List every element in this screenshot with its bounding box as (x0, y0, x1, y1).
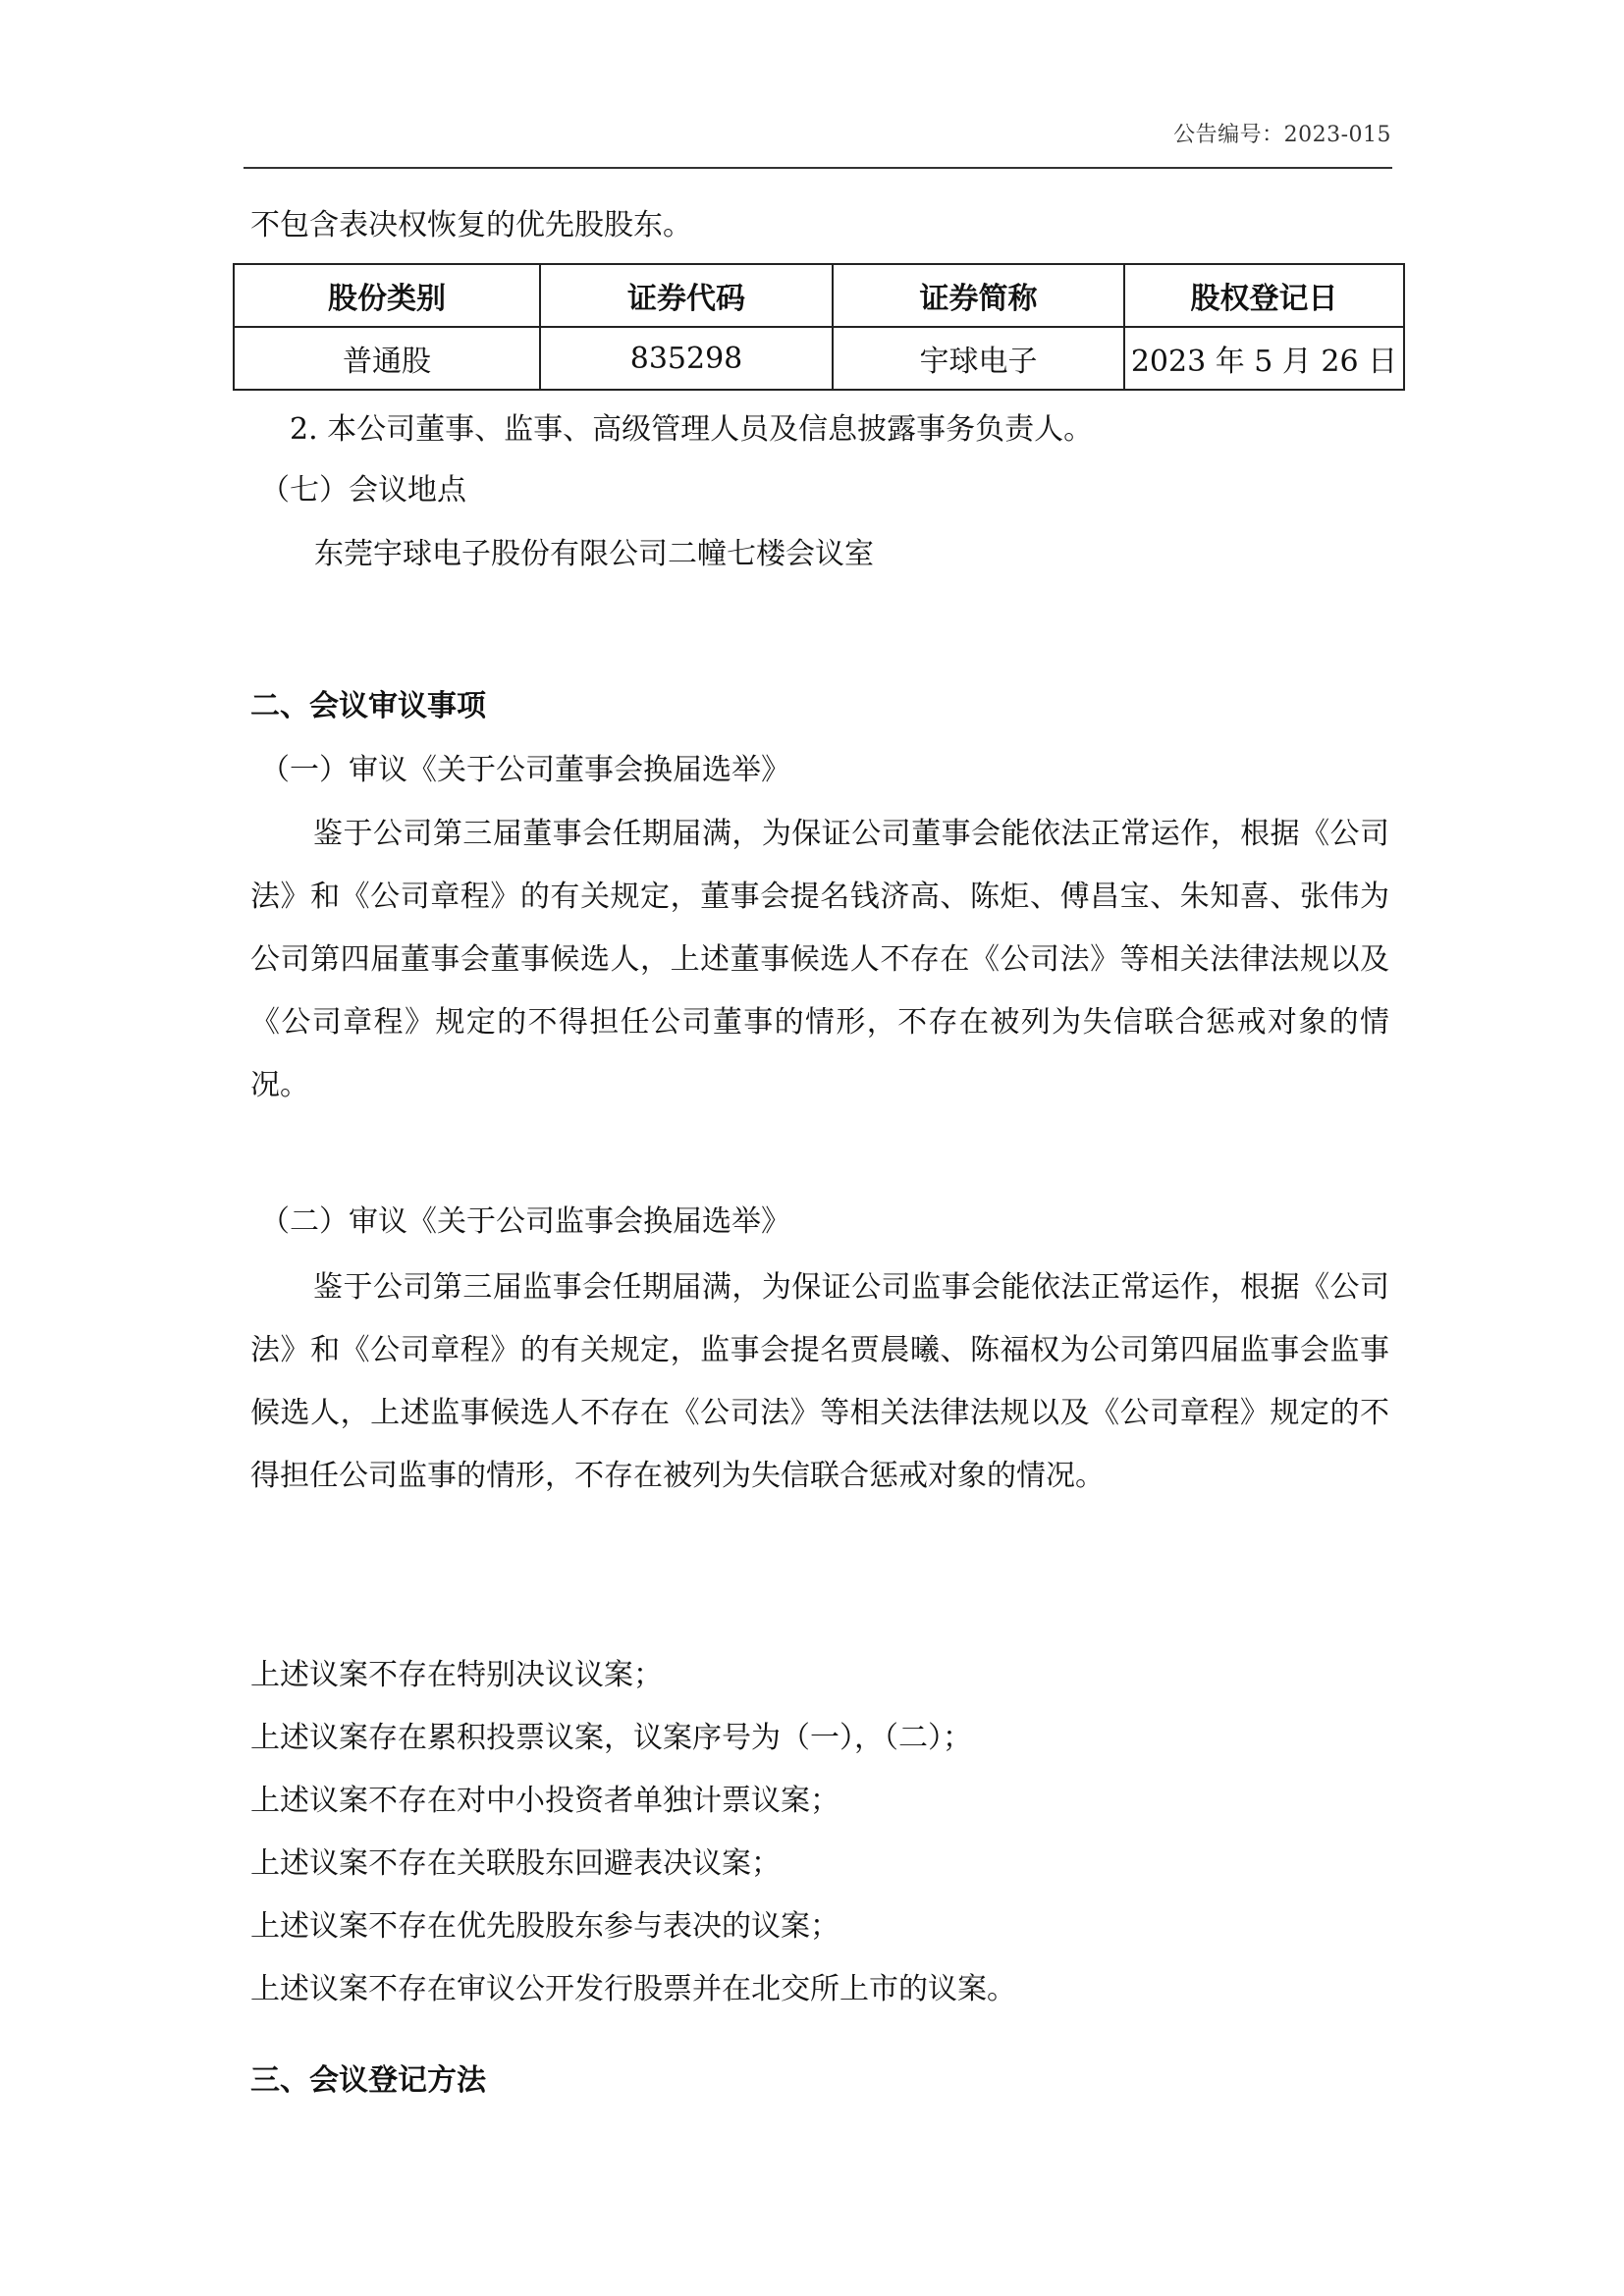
statement-1: 上述议案不存在特别决议议案； (250, 1658, 663, 1692)
location-text: 东莞宇球电子股份有限公司二幢七楼会议室 (314, 537, 874, 571)
share-registration-table (233, 263, 1405, 391)
statement-5: 上述议案不存在优先股股东参与表决的议案； (250, 1909, 839, 1944)
location-heading: （七）会议地点 (260, 473, 466, 507)
column-header-record-date: 股权登记日 (1124, 264, 1404, 327)
section-3-heading: 三、会议登记方法 (250, 2063, 486, 2098)
statement-2: 上述议案存在累积投票议案，议案序号为（一），（二）； (250, 1721, 972, 1755)
cell-security-abbr: 宇球电子 (833, 327, 1124, 390)
item-1-title: （一）审议《关于公司董事会换届选举》 (260, 753, 790, 787)
column-header-security-code: 证券代码 (540, 264, 833, 327)
statement-4: 上述议案不存在关联股东回避表决议案； (250, 1846, 781, 1881)
item-1-body: 鉴于公司第三届董事会任期届满，为保证公司董事会能依法正常运作，根据《公司法》和《公司章程》的有关规定，董事会提名钱济高、陈炬、傅昌宝、朱知喜、张伟为公司第四届董事会董事候选人，上述董事候选人不存在《公司法》等相关法律法规以及《公司章程》规定的不得担任公司董事的情形，不存在被列为失信联合惩戒对象的情况。 (250, 817, 1389, 1102)
cell-share-type: 普通股 (234, 327, 540, 390)
item-2-body: 鉴于公司第三届监事会任期届满，为保证公司监事会能依法正常运作，根据《公司法》和《公司章程》的有关规定，监事会提名贾晨曦、陈福权为公司第四届监事会监事候选人，上述监事候选人不存在《公司法》等相关法律法规以及《公司章程》规定的不得担任公司监事的情形，不存在被列为失信联合惩戒对象的情况。 (250, 1270, 1389, 1493)
header-divider (244, 167, 1392, 169)
attendee-item-2: 2. 本公司董事、监事、高级管理人员及信息披露事务负责人。 (290, 412, 1094, 447)
cell-security-code: 835298 (540, 327, 833, 390)
column-header-security-abbr: 证券简称 (833, 264, 1124, 327)
statement-3: 上述议案不存在对中小投资者单独计票议案； (250, 1784, 839, 1818)
cell-record-date: 2023 年 5 月 26 日 (1124, 327, 1404, 390)
section-2-heading: 二、会议审议事项 (250, 689, 486, 723)
announcement-code: 公告编号：2023-015 (1173, 123, 1391, 147)
intro-line: 不包含表决权恢复的优先股股东。 (250, 208, 692, 242)
table-header-row (234, 264, 1404, 327)
statement-6: 上述议案不存在审议公开发行股票并在北交所上市的议案。 (250, 1972, 1016, 2006)
column-header-share-type: 股份类别 (234, 264, 540, 327)
item-2-title: （二）审议《关于公司监事会换届选举》 (260, 1204, 790, 1239)
table-row (234, 327, 1404, 390)
